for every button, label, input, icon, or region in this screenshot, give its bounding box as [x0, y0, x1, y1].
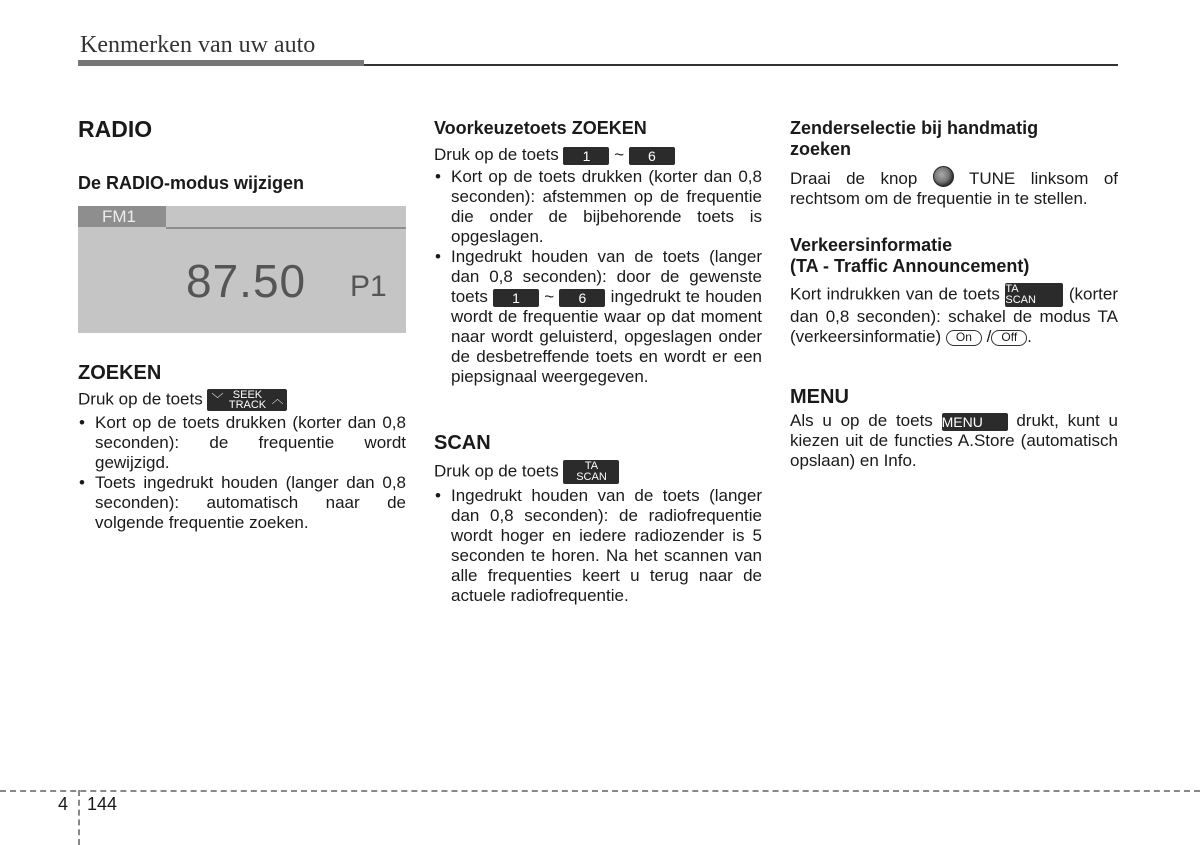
scan-intro-text: Druk op de toets [434, 461, 559, 481]
chevron-down-icon: ﹀ [211, 392, 224, 406]
slash: / [986, 327, 992, 346]
zoeken-bullet-long: • Toets ingedrukt houden (langer dan 0,8 seconden): automatisch naar de volgende frequentie zoeken. [78, 473, 406, 533]
chapter-number: 4 [58, 794, 69, 814]
preset-key-1-inline: 1 [493, 289, 539, 307]
off-indicator: Off [991, 330, 1027, 346]
menu-text-before: Als u op de toets [790, 411, 933, 430]
preset-key-6: 6 [629, 147, 675, 165]
menu-key: MENU [942, 413, 1008, 431]
voorkeuze-bullet2-before: Ingedrukt houden van de toets (langer dan 0,8 seconden): door de gewenste toets [451, 247, 762, 306]
scan-heading: SCAN [434, 432, 491, 454]
page-number: 144 [87, 794, 118, 814]
handmatig-text-before: Draai de knop [790, 169, 918, 188]
voorkeuze-bullet-short: • Kort op de toets drukken (korter dan 0,8 seconden): afstemmen op de frequentie die onder de bijbehorende toets is opgeslagen. [434, 167, 762, 247]
voorkeuze-intro-text: Druk op de toets [434, 145, 559, 164]
tune-knob-icon [933, 166, 954, 187]
verkeer-text [790, 283, 1118, 347]
verkeer-heading-line1: Verkeersinformatie [790, 235, 953, 255]
range-tilde-inline: ~ [544, 287, 555, 306]
header-title: Kenmerken van uw auto [80, 32, 316, 58]
voorkeuze-intro [434, 145, 675, 165]
handmatig-text-after: TUNE linksom of rechtsom om de frequentie in te stellen. [790, 169, 1118, 208]
track-label: TRACK [228, 399, 267, 411]
menu-text [790, 411, 1118, 471]
seek-track-key [207, 389, 287, 411]
period: . [1027, 327, 1032, 346]
ta-label-inline: TA [1005, 283, 1019, 295]
zoeken-heading: ZOEKEN [78, 362, 162, 384]
menu-text-after: drukt, kunt u kiezen uit de functies A.Store (automatisch opslaan) en Info. [790, 411, 1118, 470]
handmatig-heading-line1: Zenderselectie bij handmatig [790, 118, 1039, 138]
range-tilde: ~ [614, 145, 625, 164]
mode-heading: De RADIO-modus wijzigen [78, 173, 305, 193]
scan-label: SCAN [576, 471, 607, 483]
display-frequency: 87.50 [186, 255, 307, 307]
display-band: FM1 [78, 206, 166, 227]
ta-scan-key [563, 460, 619, 484]
verkeer-heading [790, 235, 1029, 277]
display-divider [166, 227, 406, 229]
handmatig-heading [790, 118, 1038, 160]
scan-intro [434, 460, 619, 484]
verkeer-heading-line2: (TA - Traffic Announcement) [790, 256, 1030, 276]
preset-key-1: 1 [563, 147, 609, 165]
zoeken-bullets [78, 413, 406, 533]
scan-bullet: • Ingedrukt houden van de toets (langer dan 0,8 seconden): de radiofrequentie wordt hoger en iedere radiozender is 5 seconden te horen. Na het scannen van alle frequenties keert u terug naar de actuele radiofrequentie. [434, 486, 762, 606]
handmatig-heading-line2: zoeken [790, 139, 852, 159]
on-indicator: On [946, 330, 982, 346]
seek-label: SEEK [232, 389, 263, 401]
scan-label-inline: SCAN [1005, 294, 1036, 306]
voorkeuze-bullets [434, 167, 762, 387]
verkeer-text2: (korter dan 0,8 seconden): schakel de modus TA (verkeersinformatie) [790, 284, 1118, 346]
header-rule-thin [364, 64, 1118, 66]
menu-heading: MENU [790, 386, 849, 408]
radio-heading: RADIO [78, 116, 153, 142]
radio-display-illustration [78, 206, 406, 333]
voorkeuze-heading: Voorkeuzetoets ZOEKEN [434, 118, 647, 138]
preset-key-6-inline: 6 [559, 289, 605, 307]
display-preset: P1 [350, 270, 387, 303]
voorkeuze-bullet-long [434, 247, 762, 387]
ta-label: TA [584, 460, 599, 472]
zoeken-intro [78, 389, 287, 411]
scan-bullets [434, 486, 762, 606]
handmatig-text [790, 166, 1118, 209]
verkeer-text1: Kort indrukken van de toets [790, 284, 1000, 304]
header-rule-thick [78, 60, 364, 66]
chevron-up-icon: ︿ [271, 392, 284, 406]
zoeken-bullet-short: • Kort op de toets drukken (korter dan 0,8 seconden): de frequentie wordt gewijzigd. [78, 413, 406, 473]
zoeken-intro-text: Druk op de toets [78, 389, 203, 409]
voorkeuze-bullet2-after: ingedrukt te houden wordt de frequentie waar op dat moment naar wordt geluisterd, opgeslagen onder de desbetreffende toets en wordt er een piepsignaal weergegeven. [451, 287, 762, 386]
footer-vertical-rule [78, 790, 80, 845]
footer-rule [0, 790, 1200, 792]
ta-scan-key-inline [1005, 283, 1063, 307]
